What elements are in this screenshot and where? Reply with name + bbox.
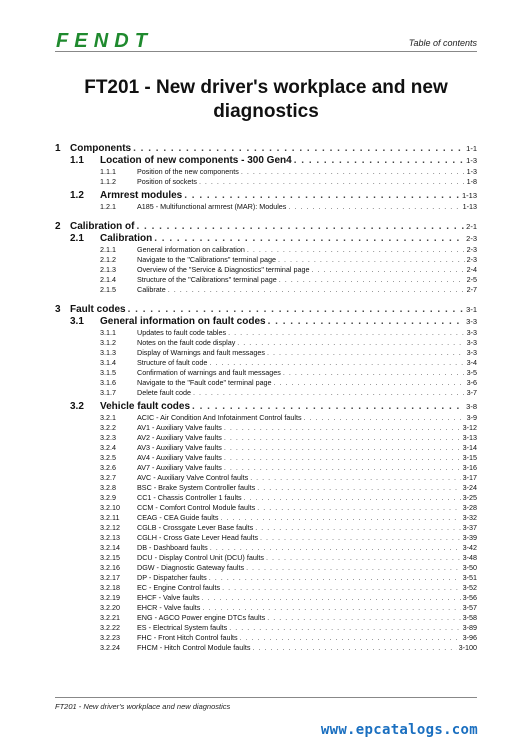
toc-entry-page: 3-50 (462, 563, 477, 572)
toc-entry[interactable] (100, 190, 477, 201)
toc-entry-number: 2.1.3 (100, 265, 116, 274)
toc-entry[interactable] (137, 433, 477, 442)
toc-entry-title: DGW - Diagnostic Gateway faults (137, 563, 245, 572)
toc-entry-number: 3.2.10 (100, 503, 120, 512)
toc-leader-dots (257, 503, 460, 512)
toc-entry[interactable] (137, 533, 477, 542)
toc-leader-dots (229, 623, 460, 632)
toc-entry-page: 3-57 (462, 603, 477, 612)
toc-entry-page: 3-24 (462, 483, 477, 492)
toc-entry-title: Calibration (100, 233, 153, 244)
toc-entry[interactable] (137, 483, 477, 492)
toc-entry-number: 3.2.4 (100, 443, 116, 452)
watermark: www.epcatalogs.com (320, 722, 478, 738)
toc-entry-page: 1-3 (466, 167, 477, 176)
toc-entry-number: 3.1.6 (100, 378, 116, 387)
toc-entry-number: 3.2.24 (100, 643, 120, 652)
toc-entry-title: DP - Dispatcher faults (137, 573, 207, 582)
toc-entry[interactable] (137, 413, 477, 422)
toc-leader-dots (224, 453, 461, 462)
toc-entry-title: EC - Engine Control faults (137, 583, 221, 592)
toc-entry-page: 2-4 (466, 265, 477, 274)
toc-entry-title: DB - Dashboard faults (137, 543, 208, 552)
toc-entry[interactable] (70, 221, 477, 232)
toc-entry-page: 3-17 (462, 473, 477, 482)
toc-entry-title: Navigate to the "Calibrations" terminal page (137, 255, 276, 264)
toc-entry-number: 2 (55, 221, 61, 232)
toc-entry-page: 3-3 (466, 317, 477, 326)
toc-entry-number: 3.2.14 (100, 543, 120, 552)
toc-entry-number: 3.2.2 (100, 423, 116, 432)
toc-entry-title: AV4 - Auxiliary Valve faults (137, 453, 222, 462)
toc-entry[interactable] (100, 401, 477, 412)
toc-entry-page: 3-12 (462, 423, 477, 432)
toc-entry-title: Fault codes (70, 304, 126, 315)
toc-entry-number: 3.2.8 (100, 483, 116, 492)
toc-entry[interactable] (137, 265, 477, 274)
toc-entry-page: 2-1 (466, 222, 477, 231)
toc-entry-page: 3-100 (458, 643, 477, 652)
toc-entry[interactable] (137, 513, 477, 522)
toc-entry-title: AVC - Auxiliary Valve Control faults (137, 473, 249, 482)
toc-leader-dots (221, 513, 461, 522)
toc-leader-dots (283, 368, 465, 377)
toc-entry-number: 3.2.1 (100, 413, 116, 422)
toc-entry-title: BSC - Brake System Controller faults (137, 483, 256, 492)
toc-entry-number: 3.2.19 (100, 593, 120, 602)
toc-entry[interactable] (137, 328, 477, 337)
toc-entry-page: 1-3 (466, 156, 477, 165)
toc-entry-title: ENG - AGCO Power engine DTCs faults (137, 613, 266, 622)
toc-entry[interactable] (137, 443, 477, 452)
toc-entry[interactable] (100, 316, 477, 327)
toc-entry[interactable] (137, 348, 477, 357)
toc-entry[interactable] (137, 583, 477, 592)
toc-leader-dots (241, 167, 465, 176)
toc-entry-number: 3.1.7 (100, 388, 116, 397)
toc-entry-number: 3.2.13 (100, 533, 120, 542)
header-section-label: Table of contents (408, 38, 477, 48)
toc-leader-dots (193, 388, 465, 397)
toc-entry-page: 3-15 (462, 453, 477, 462)
toc-entry-number: 3.2.12 (100, 523, 120, 532)
toc-leader-dots (209, 358, 464, 367)
toc-leader-dots (257, 483, 460, 492)
toc-entry-title: CGLB - Crossgate Lever Base faults (137, 523, 254, 532)
toc-entry[interactable] (137, 245, 477, 254)
toc-entry-page: 3-32 (462, 513, 477, 522)
toc-leader-dots (224, 443, 461, 452)
toc-entry-page: 2-3 (466, 245, 477, 254)
toc-leader-dots (255, 523, 460, 532)
toc-entry-title: Structure of the "Calibrations" terminal page (137, 275, 277, 284)
toc-entry-number: 3.2.23 (100, 633, 120, 642)
toc-leader-dots (210, 543, 461, 552)
toc-leader-dots (312, 265, 465, 274)
toc-entry-page: 3-56 (462, 593, 477, 602)
toc-entry-page: 3-8 (466, 402, 477, 411)
toc-entry-number: 3.2.5 (100, 453, 116, 462)
toc-entry-title: ES - Electrical System faults (137, 623, 228, 632)
toc-leader-dots (246, 563, 461, 572)
toc-entry-title: Updates to fault code tables (137, 328, 227, 337)
toc-entry[interactable] (137, 523, 477, 532)
logo-text: FENDT (56, 30, 148, 50)
toc-entry-page: 3-42 (462, 543, 477, 552)
toc-entry-title: Armrest modules (100, 190, 183, 201)
toc-entry-number: 3.1.2 (100, 338, 116, 347)
toc-entry-number: 3.2.6 (100, 463, 116, 472)
toc-entry-page: 3-37 (462, 523, 477, 532)
toc-entry-title: Delete fault code (137, 388, 191, 397)
toc-leader-dots (268, 316, 465, 327)
toc-entry-title: Calibration of (70, 221, 135, 232)
toc-entry-number: 3.2.9 (100, 493, 116, 502)
toc-entry-page: 2-7 (466, 285, 477, 294)
toc-leader-dots (266, 553, 461, 562)
toc-entry-page: 3-9 (466, 413, 477, 422)
toc-entry[interactable] (137, 463, 477, 472)
toc-entry-page: 3-3 (466, 328, 477, 337)
toc-leader-dots (224, 433, 461, 442)
toc-entry-page: 3-4 (466, 358, 477, 367)
toc-entry-page: 3-3 (466, 348, 477, 357)
toc-entry-title: Vehicle fault codes (100, 401, 191, 412)
toc-leader-dots (252, 643, 456, 652)
toc-entry-number: 3.2.3 (100, 433, 116, 442)
toc-leader-dots (168, 285, 465, 294)
toc-entry[interactable] (137, 573, 477, 582)
toc-entry[interactable] (137, 593, 477, 602)
toc-entry-title: FHCM - Hitch Control Module faults (137, 643, 251, 652)
toc-entry-title: Components (70, 143, 132, 154)
toc-leader-dots (279, 275, 465, 284)
toc-leader-dots (267, 348, 465, 357)
toc-entry-page: 3-14 (462, 443, 477, 452)
toc-entry[interactable] (137, 473, 477, 482)
toc-leader-dots (192, 401, 464, 412)
toc-entry-title: EHCR - Valve faults (137, 603, 201, 612)
toc-entry[interactable] (137, 202, 477, 211)
toc-entry-number: 3.2.21 (100, 613, 120, 622)
toc-entry-number: 1.1.2 (100, 177, 116, 186)
toc-entry[interactable] (70, 304, 477, 315)
toc-entry-title: CCM - Comfort Control Module faults (137, 503, 256, 512)
toc-entry-title: Position of sockets (137, 177, 197, 186)
toc-entry[interactable] (137, 553, 477, 562)
toc-leader-dots (209, 573, 461, 582)
toc-entry-page: 3-51 (462, 573, 477, 582)
toc-entry-title: General information on calibration (137, 245, 245, 254)
toc-entry-page: 3-28 (462, 503, 477, 512)
toc-entry[interactable] (137, 613, 477, 622)
toc-leader-dots (288, 202, 460, 211)
toc-entry-title: General information on fault codes (100, 316, 266, 327)
toc-entry-page: 3-58 (462, 613, 477, 622)
toc-entry-number: 1 (55, 143, 61, 154)
toc-entry[interactable] (137, 285, 477, 294)
toc-entry-number: 1.2.1 (100, 202, 116, 211)
toc-leader-dots (222, 583, 461, 592)
toc-entry-title: Display of Warnings and fault messages (137, 348, 265, 357)
toc-entry-number: 3.2.20 (100, 603, 120, 612)
toc-entry-number: 3.2 (70, 401, 84, 412)
page-title: FT201 - New driver's workplace and new diagnostics (84, 77, 448, 122)
toc-entry-number: 3.2.18 (100, 583, 120, 592)
toc-entry[interactable] (100, 233, 477, 244)
toc-leader-dots (228, 328, 465, 337)
toc-entry-number: 3.2.22 (100, 623, 120, 632)
toc-leader-dots (128, 304, 465, 315)
toc-entry-page: 3-3 (466, 338, 477, 347)
toc-entry-page: 2-3 (466, 255, 477, 264)
toc-entry[interactable] (137, 633, 477, 642)
toc-entry-title: CGLH - Cross Gate Lever Head faults (137, 533, 259, 542)
toc-entry-number: 2.1 (70, 233, 84, 244)
toc-leader-dots (136, 221, 464, 232)
toc-entry-page: 3-25 (462, 493, 477, 502)
toc-entry-title: EHCF - Valve faults (137, 593, 200, 602)
toc-entry[interactable] (137, 378, 477, 387)
toc-entry-title: Structure of fault code (137, 358, 208, 367)
fendt-logo (55, 30, 151, 50)
toc-leader-dots (247, 245, 465, 254)
toc-entry[interactable] (137, 338, 477, 347)
toc-entry-number: 3.2.15 (100, 553, 120, 562)
toc-leader-dots (240, 633, 461, 642)
toc-entry-title: Overview of the "Service & Diagnostics" terminal page (137, 265, 310, 274)
toc-entry-number: 2.1.1 (100, 245, 116, 254)
toc-entry-number: 2.1.2 (100, 255, 116, 264)
toc-entry-number: 3.2.16 (100, 563, 120, 572)
toc-entry-title: AV1 - Auxiliary Valve faults (137, 423, 222, 432)
toc-entry-number: 3.1.3 (100, 348, 116, 357)
toc-entry-page: 3-48 (462, 553, 477, 562)
toc-leader-dots (202, 593, 461, 602)
toc-entry[interactable] (137, 358, 477, 367)
toc-entry-number: 3.1.5 (100, 368, 116, 377)
toc-entry-page: 3-13 (462, 433, 477, 442)
toc-leader-dots (304, 413, 465, 422)
toc-entry-page: 3-6 (466, 378, 477, 387)
toc-entry-page: 1-13 (462, 202, 477, 211)
toc-entry-number: 3.1.4 (100, 358, 116, 367)
toc-entry-title: AV3 - Auxiliary Valve faults (137, 443, 222, 452)
toc-entry-number: 2.1.4 (100, 275, 116, 284)
toc-entry[interactable] (137, 275, 477, 284)
toc-entry-number: 3.1 (70, 316, 84, 327)
toc-entry-title: DCU - Display Control Unit (DCU) faults (137, 553, 265, 562)
toc-entry-number: 1.1 (70, 155, 84, 166)
toc-entry-page: 3-39 (462, 533, 477, 542)
toc-entry-number: 3.2.11 (100, 513, 120, 522)
toc-entry-title: Location of new components - 300 Gen4 (100, 155, 292, 166)
toc-leader-dots (237, 338, 464, 347)
toc-leader-dots (133, 143, 464, 154)
toc-entry-page: 3-89 (462, 623, 477, 632)
toc-entry-title: Position of the new components (137, 167, 239, 176)
toc-entry[interactable] (137, 643, 477, 652)
toc-entry[interactable] (137, 603, 477, 612)
toc-entry-title: AV2 - Auxiliary Valve faults (137, 433, 222, 442)
toc-entry[interactable] (137, 623, 477, 632)
toc-entry[interactable] (137, 167, 477, 176)
toc-entry[interactable] (70, 143, 477, 154)
toc-entry-page: 2-5 (466, 275, 477, 284)
toc-entry[interactable] (137, 503, 477, 512)
toc-entry-title: CEAG - CEA Guide faults (137, 513, 219, 522)
toc-leader-dots (260, 533, 461, 542)
toc-entry-page: 2-3 (466, 234, 477, 243)
toc-entry[interactable] (137, 423, 477, 432)
footer-divider (55, 697, 477, 698)
toc-entry[interactable] (137, 177, 477, 186)
toc-entry[interactable] (137, 493, 477, 502)
toc-entry-title: Notes on the fault code display (137, 338, 236, 347)
toc-leader-dots (202, 603, 460, 612)
toc-entry[interactable] (137, 255, 477, 264)
header-divider (55, 51, 477, 52)
toc-leader-dots (278, 255, 465, 264)
toc-leader-dots (224, 423, 461, 432)
toc-entry[interactable] (137, 388, 477, 397)
toc-leader-dots (154, 233, 464, 244)
toc-entry-page: 1-13 (461, 191, 477, 200)
toc-entry-title: ACIC - Air Condition And Infotainment Control faults (137, 413, 302, 422)
toc-entry[interactable] (137, 563, 477, 572)
toc-entry-title: FHC - Front Hitch Control faults (137, 633, 238, 642)
toc-entry-number: 3.2.17 (100, 573, 120, 582)
toc-entry-title: CC1 - Chassis Controller 1 faults (137, 493, 242, 502)
toc-entry-page: 3-52 (462, 583, 477, 592)
toc-leader-dots (184, 190, 460, 201)
toc-entry[interactable] (137, 453, 477, 462)
toc-entry-title: AV7 - Auxiliary Valve faults (137, 463, 222, 472)
toc-entry-title: Confirmation of warnings and fault messages (137, 368, 281, 377)
toc-entry-title: Navigate to the "Fault code" terminal page (137, 378, 272, 387)
toc-entry-number: 2.1.5 (100, 285, 116, 294)
toc-leader-dots (224, 463, 461, 472)
toc-leader-dots (244, 493, 461, 502)
toc-leader-dots (267, 613, 460, 622)
toc-entry[interactable] (137, 368, 477, 377)
toc-entry-page: 3-96 (462, 633, 477, 642)
toc-entry-number: 1.1.1 (100, 167, 116, 176)
toc-entry-page: 3-16 (462, 463, 477, 472)
toc-entry-page: 1-8 (466, 177, 477, 186)
toc-leader-dots (294, 155, 464, 166)
toc-entry-page: 3-5 (466, 368, 477, 377)
toc-entry-number: 1.2 (70, 190, 84, 201)
toc-entry-page: 3-1 (466, 305, 477, 314)
toc-entry-title: A185 - Multifunctional armrest (MAR): Modules (137, 202, 287, 211)
toc-entry-title: Calibrate (137, 285, 166, 294)
toc-entry[interactable] (100, 155, 477, 166)
toc-entry-page: 3-7 (466, 388, 477, 397)
toc-entry-number: 3.1.1 (100, 328, 116, 337)
toc-entry-number: 3 (55, 304, 61, 315)
toc-leader-dots (199, 177, 465, 186)
footer-document-title: FT201 - New driver's workplace and new diagnostics (55, 702, 231, 711)
toc-leader-dots (250, 473, 460, 482)
toc-entry-page: 1-1 (466, 144, 477, 153)
toc-leader-dots (274, 378, 465, 387)
toc-entry[interactable] (137, 543, 477, 552)
toc-entry-number: 3.2.7 (100, 473, 116, 482)
